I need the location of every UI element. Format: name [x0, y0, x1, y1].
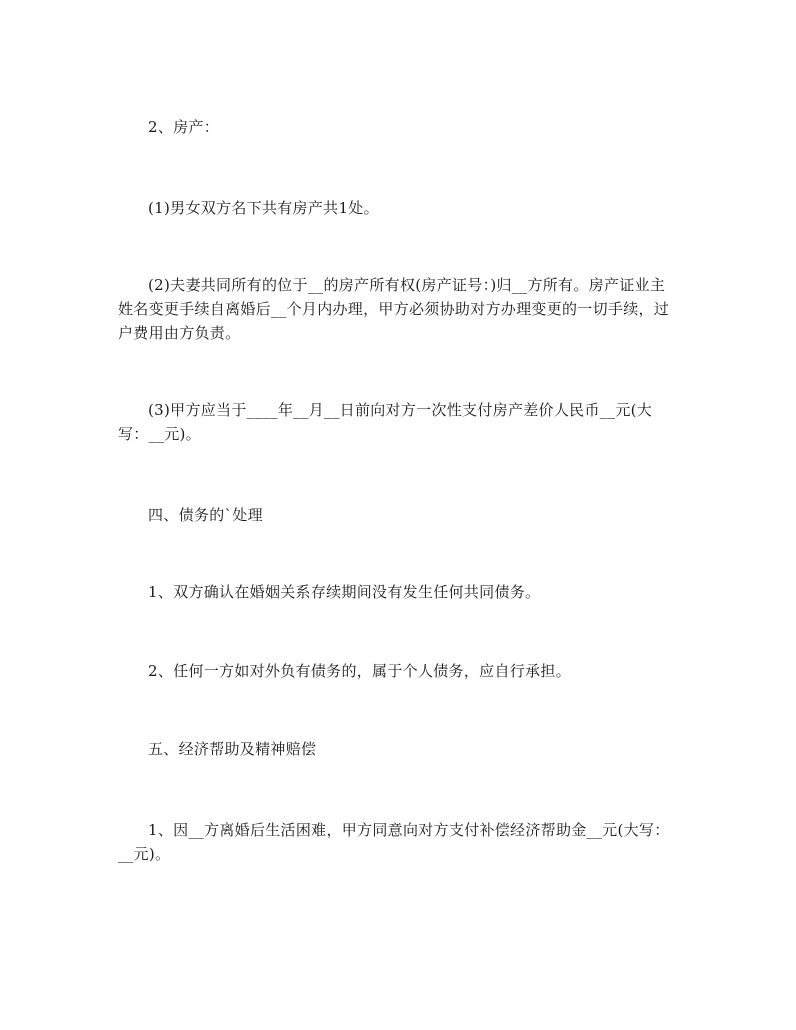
house-clause-3: (3)甲方应当于____年__月__日前向对方一次性支付房产差价人民币__元(大写：__元)。 — [118, 401, 653, 443]
section-debt-heading: 四、债务的`处理 — [148, 506, 263, 524]
debt-clause-1: 1、双方确认在婚姻关系存续期间没有发生任何共同债务。 — [148, 583, 541, 601]
debt-clause-2: 2、任何一方如对外负有债务的，属于个人债务，应自行承担。 — [148, 662, 571, 680]
compensation-clause-1: 1、因__方离婚后生活困难，甲方同意向对方支付补偿经济帮助金__元(大写：__元)。 — [118, 821, 670, 863]
house-clause-1: (1)男女双方名下共有房产共1处。 — [148, 199, 379, 217]
house-clause-2: (2)夫妻共同所有的位于__的房产所有权(房产证号：)归__方所有。房产证业主姓名变更手续自离婚后__个月内办理，甲方必须协助对方办理变更的一切手续，过户费用由方负责。 — [118, 276, 670, 342]
section-compensation-heading: 五、经济帮助及精神赔偿 — [148, 740, 317, 758]
section-house-heading: 2、房产： — [148, 118, 220, 136]
